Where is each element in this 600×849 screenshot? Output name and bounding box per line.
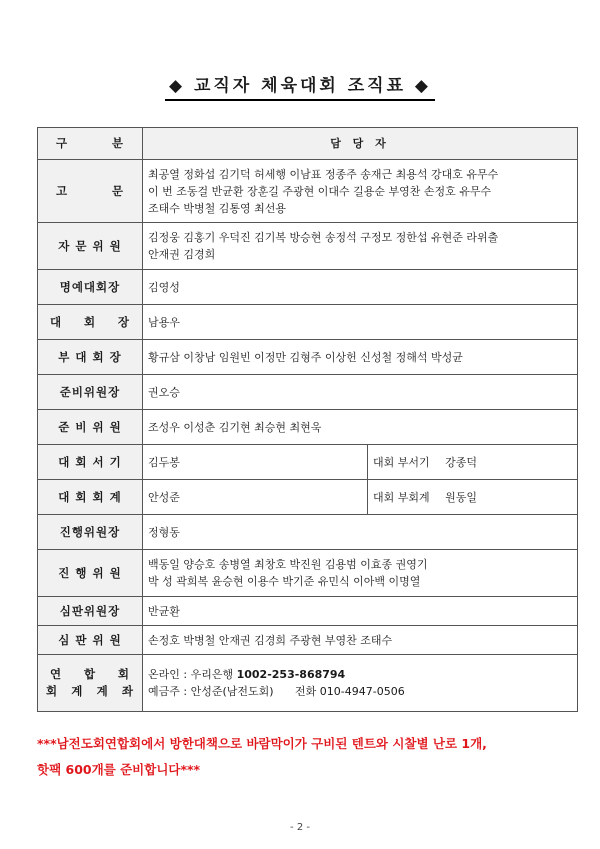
label-prep: 준 비 위 원 xyxy=(38,410,143,445)
header-category xyxy=(38,128,143,160)
label-char: 회 xyxy=(46,684,59,698)
label-char: 고 xyxy=(56,183,69,198)
organization-table xyxy=(37,127,578,712)
sub-secretary-name: 강종덕 xyxy=(445,455,478,469)
row-consult xyxy=(38,223,578,270)
advisor-line: 최공열 정화섭 김기덕 허세행 이남표 정종주 송재근 최용석 강대호 유무수 xyxy=(148,167,499,181)
value-sub-treasurer xyxy=(367,480,577,515)
value-honorary: 김영성 xyxy=(143,270,578,305)
row-account xyxy=(38,655,578,712)
value-account xyxy=(143,655,578,712)
value-sub-secretary xyxy=(367,445,577,480)
row-prep xyxy=(38,410,578,445)
value-prog xyxy=(143,550,578,597)
row-advisor xyxy=(38,160,578,223)
label-char: 대 xyxy=(50,314,63,329)
bank-account-number: 1002-253-868794 xyxy=(236,668,346,681)
value-judge-chair: 반균환 xyxy=(143,597,578,626)
label-char: 장 xyxy=(117,314,130,329)
value-prep: 조성우 이성춘 김기현 최승현 최현욱 xyxy=(143,410,578,445)
page-number: - 2 - xyxy=(290,822,310,833)
row-prog-chair xyxy=(38,515,578,550)
account-holder: 예금주 : 안성준(남전도회) xyxy=(148,685,274,698)
row-prep-chair xyxy=(38,375,578,410)
header-category-char: 분 xyxy=(111,136,124,150)
label-president xyxy=(38,305,143,340)
label-char: 계 xyxy=(96,684,109,698)
sub-treasurer-label: 대회 부회계 xyxy=(372,490,430,504)
label-honorary: 명예대회장 xyxy=(38,270,143,305)
prog-line: 백동일 양승호 송병열 최창호 박진원 김용범 이효종 권영기 xyxy=(148,558,428,571)
row-honorary xyxy=(38,270,578,305)
value-consult xyxy=(143,223,578,270)
value-secretary: 김두봉 xyxy=(143,445,368,480)
contact-phone: 전화 010-4947-0506 xyxy=(295,685,405,698)
notice-line: 핫팩 600개를 준비합니다*** xyxy=(37,762,201,777)
prog-line: 박 성 곽희복 윤승현 이용수 박기준 유민식 이아백 이명열 xyxy=(148,575,421,588)
label-judge: 심 판 위 원 xyxy=(38,626,143,655)
label-judge-chair: 심판위원장 xyxy=(38,597,143,626)
consult-line: 안재권 김경희 xyxy=(148,248,216,261)
label-char: 회 xyxy=(117,667,130,681)
sub-secretary-label: 대회 부서기 xyxy=(372,455,430,469)
label-treasurer: 대 회 회 계 xyxy=(38,480,143,515)
label-advisor xyxy=(38,160,143,223)
label-vice: 부 대 회 장 xyxy=(38,340,143,375)
label-prog: 진 행 위 원 xyxy=(38,550,143,597)
sub-treasurer-name: 원동일 xyxy=(445,490,478,504)
value-treasurer: 안성준 xyxy=(143,480,368,515)
label-char: 합 xyxy=(83,667,97,681)
value-prep-chair: 권오승 xyxy=(143,375,578,410)
holder-line xyxy=(148,683,572,700)
label-char: 계 xyxy=(71,684,84,698)
value-judge: 손정호 박병철 안재권 김경희 주광현 부영찬 조태수 xyxy=(143,626,578,655)
label-prep-chair: 준비위원장 xyxy=(38,375,143,410)
notice-text xyxy=(37,731,582,783)
label-char: 문 xyxy=(111,183,124,198)
consult-line: 김정웅 김홍기 우덕진 김기복 방승현 송정석 구정모 정한섭 유현준 라위출 xyxy=(148,231,499,244)
label-char: 연 xyxy=(50,667,63,681)
advisor-line: 이 번 조동걸 반균환 장훈길 주광현 이대수 길용순 부영찬 손정호 유무수 xyxy=(148,184,492,198)
row-judge-chair xyxy=(38,597,578,626)
label-prog-chair: 진행위원장 xyxy=(38,515,143,550)
header-category-char: 구 xyxy=(56,136,69,150)
value-vice: 황규삼 이창남 임원빈 이정만 김형주 이상헌 신성철 정해석 박성균 xyxy=(143,340,578,375)
page-title-text: ◆ 교직자 체육대회 조직표 ◆ xyxy=(165,71,435,101)
row-judge xyxy=(38,626,578,655)
row-prog xyxy=(38,550,578,597)
row-treasurer xyxy=(38,480,578,515)
label-char: 회 xyxy=(83,314,97,329)
value-prog-chair: 정형동 xyxy=(143,515,578,550)
page-title xyxy=(0,71,600,101)
label-char: 좌 xyxy=(121,684,134,698)
row-secretary xyxy=(38,445,578,480)
advisor-line: 조태수 박병철 김통영 최선용 xyxy=(148,201,287,215)
row-vice xyxy=(38,340,578,375)
value-advisor xyxy=(143,160,578,223)
row-president xyxy=(38,305,578,340)
bank-prefix: 온라인 : 우리은행 xyxy=(148,668,237,681)
bank-line xyxy=(148,666,572,683)
label-consult: 자 문 위 원 xyxy=(38,223,143,270)
table-header-row xyxy=(38,128,578,160)
label-account xyxy=(38,655,143,712)
value-president: 남용우 xyxy=(143,305,578,340)
notice-line: ***남전도회연합회에서 방한대책으로 바람막이가 구비된 텐트와 시찰별 난로 1개, xyxy=(37,736,487,751)
label-secretary: 대 회 서 기 xyxy=(38,445,143,480)
header-staff: 담 당 자 xyxy=(143,128,578,160)
